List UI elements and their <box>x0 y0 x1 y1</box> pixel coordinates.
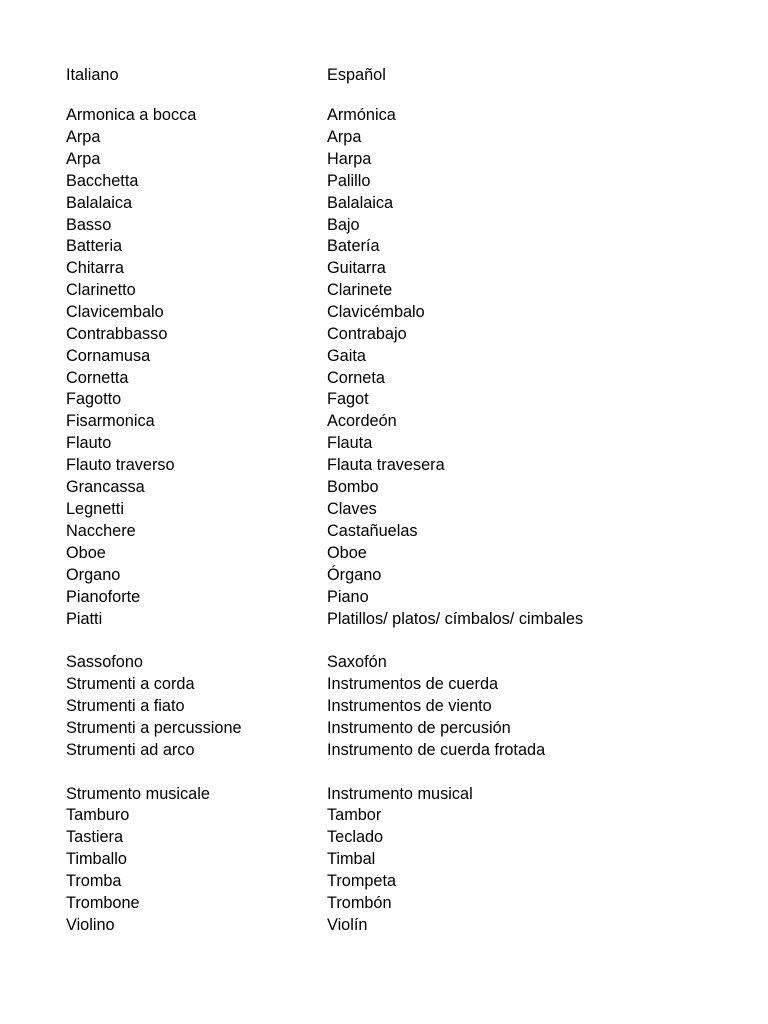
italian-term: Strumento musicale <box>66 785 210 803</box>
spanish-term: Instrumento musical <box>327 785 473 803</box>
italian-term: Armonica a bocca <box>66 106 197 124</box>
spanish-term: Batería <box>327 237 380 255</box>
italian-term: Strumenti a percussione <box>66 719 242 737</box>
italian-term: Clarinetto <box>66 281 136 299</box>
italian-term: Grancassa <box>66 478 145 496</box>
spanish-term: Instrumentos de viento <box>327 697 492 715</box>
italian-term: Tastiera <box>66 828 124 846</box>
spanish-term: Gaita <box>327 347 366 365</box>
italian-term: Strumenti ad arco <box>66 741 195 759</box>
spanish-term: Flauta travesera <box>327 456 445 474</box>
spanish-term: Violín <box>327 916 368 934</box>
spanish-term: Instrumento de percusión <box>327 719 511 737</box>
italian-term: Arpa <box>66 150 101 168</box>
italian-term: Oboe <box>66 544 106 562</box>
spanish-term: Tambor <box>327 806 382 824</box>
spanish-term: Clavicémbalo <box>327 303 425 321</box>
spanish-term: Guitarra <box>327 259 386 277</box>
italian-term: Flauto traverso <box>66 456 175 474</box>
italian-term: Timballo <box>66 850 127 868</box>
spanish-term: Claves <box>327 500 377 518</box>
italian-term: Tamburo <box>66 806 130 824</box>
spanish-term: Órgano <box>327 566 382 584</box>
italian-term: Basso <box>66 216 112 234</box>
spanish-term: Trombón <box>327 894 392 912</box>
spanish-term: Armónica <box>327 106 396 124</box>
italian-term: Fisarmonica <box>66 412 155 430</box>
italian-term: Piatti <box>66 610 103 628</box>
italian-term: Nacchere <box>66 522 136 540</box>
italian-term: Tromba <box>66 872 122 890</box>
italian-term: Balalaica <box>66 194 133 212</box>
spanish-term: Palillo <box>327 172 371 190</box>
italian-term: Batteria <box>66 237 123 255</box>
spanish-term: Oboe <box>327 544 367 562</box>
italian-term: Flauto <box>66 434 112 452</box>
spanish-term: Teclado <box>327 828 384 846</box>
italian-term: Sassofono <box>66 653 143 671</box>
spanish-term: Contrabajo <box>327 325 407 343</box>
italian-term: Cornetta <box>66 369 129 387</box>
italian-term: Bacchetta <box>66 172 139 190</box>
italian-term: Pianoforte <box>66 588 141 606</box>
italian-term: Clavicembalo <box>66 303 164 321</box>
italian-term: Violino <box>66 916 115 934</box>
spanish-term: Balalaica <box>327 194 394 212</box>
header-italian: Italiano <box>66 66 119 84</box>
spanish-term: Bajo <box>327 216 360 234</box>
spanish-term: Timbal <box>327 850 376 868</box>
spanish-term: Castañuelas <box>327 522 418 540</box>
italian-term: Legnetti <box>66 500 124 518</box>
italian-term: Arpa <box>66 128 101 146</box>
italian-term: Strumenti a fiato <box>66 697 185 715</box>
spanish-term: Acordeón <box>327 412 397 430</box>
italian-term: Cornamusa <box>66 347 151 365</box>
spanish-term: Fagot <box>327 390 369 408</box>
spanish-term: Trompeta <box>327 872 397 890</box>
spanish-term: Bombo <box>327 478 379 496</box>
italian-term: Contrabbasso <box>66 325 168 343</box>
spanish-term: Piano <box>327 588 369 606</box>
spanish-term: Instrumentos de cuerda <box>327 675 499 693</box>
spanish-term: Arpa <box>327 128 362 146</box>
italian-term: Organo <box>66 566 121 584</box>
header-spanish: Español <box>327 66 386 84</box>
spanish-term: Platillos/ platos/ címbalos/ cimbales <box>327 610 584 628</box>
italian-term: Fagotto <box>66 390 122 408</box>
spanish-term: Clarinete <box>327 281 393 299</box>
spanish-term: Saxofón <box>327 653 387 671</box>
spanish-term: Instrumento de cuerda frotada <box>327 741 546 759</box>
italian-term: Strumenti a corda <box>66 675 195 693</box>
spanish-term: Corneta <box>327 369 385 387</box>
spanish-term: Harpa <box>327 150 372 168</box>
spanish-term: Flauta <box>327 434 373 452</box>
italian-term: Trombone <box>66 894 140 912</box>
italian-term: Chitarra <box>66 259 124 277</box>
